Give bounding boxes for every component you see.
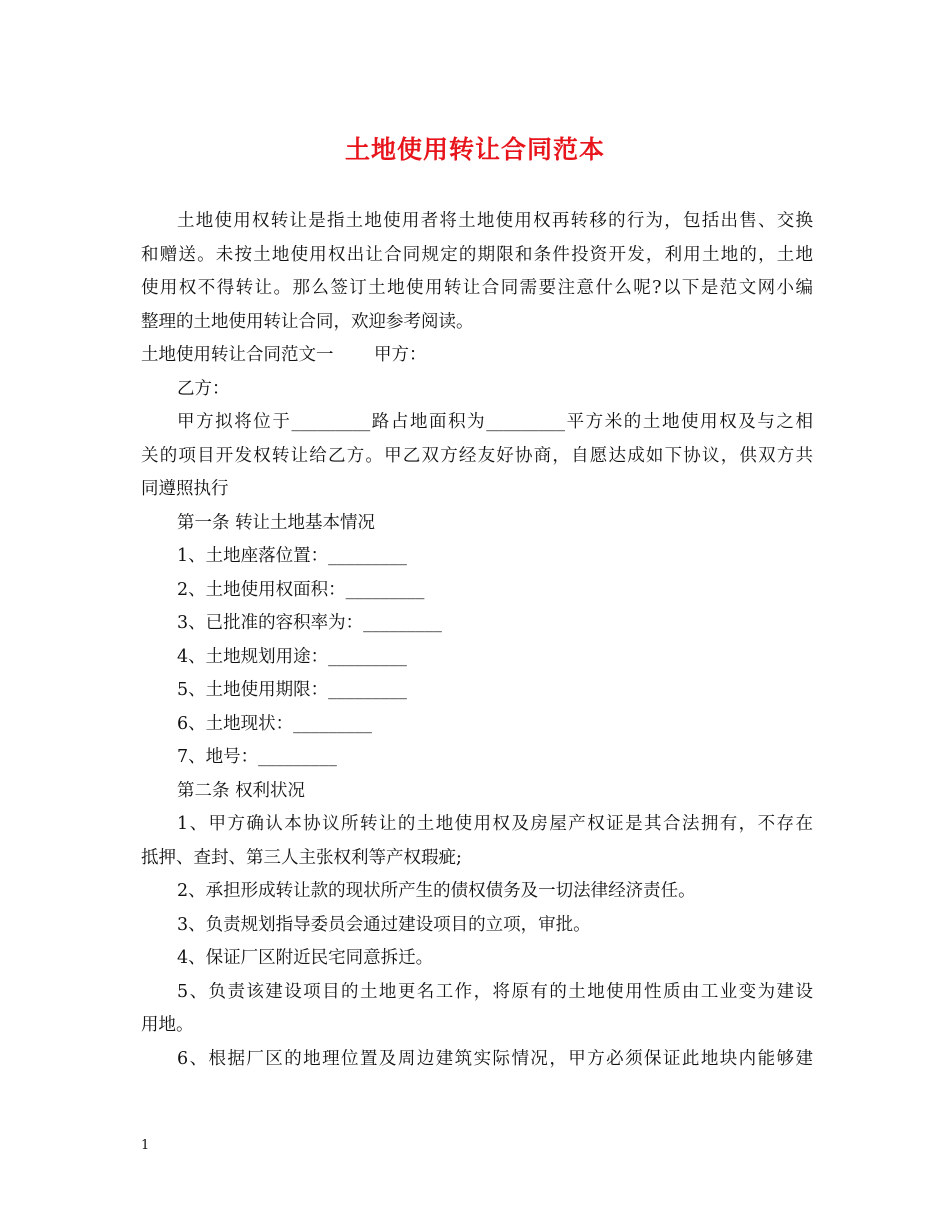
paragraph-line: 3、负责规划指导委员会通过建设项目的立项，审批。 — [177, 914, 591, 935]
paragraph-line: 1、甲方确认本协议所转让的土地使用权及房屋产权证是其合法拥有，不存在 — [177, 814, 813, 834]
paragraph-line: 5、负责该建设项目的土地更名工作，将原有的土地使用性质由工业变为建设 — [177, 981, 813, 1002]
paragraph-line: 整理的土地使用转让合同，欢迎参考阅读。 — [141, 311, 474, 332]
document-title: 土地使用转让合同范本 — [344, 135, 605, 164]
paragraph-line: 抵押、查封、第三人主张权利等产权瑕疵; — [141, 847, 462, 868]
paragraph-line: 和赠送。未按土地使用权出让合同规定的期限和条件投资开发，利用土地的，土地 — [141, 244, 813, 265]
paragraph-line: 6、土地现状：_________ — [177, 713, 372, 734]
paragraph-line: 第二条 权利状况 — [177, 780, 306, 801]
paragraph-line: 使用权不得转让。那么签订土地使用转让合同需要注意什么呢?以下是范文网小编 — [141, 278, 813, 298]
paragraph-line: 3、已批准的容积率为：_________ — [177, 613, 442, 633]
paragraph-line: 用地。 — [141, 1015, 194, 1035]
paragraph-line: 土地使用权转让是指土地使用者将土地使用权再转移的行为，包括出售、交换 — [177, 211, 813, 231]
paragraph-line: 土地使用转让合同范文一 甲方： — [141, 345, 427, 365]
paragraph-line: 同遵照执行 — [141, 479, 229, 499]
paragraph-line: 甲方拟将位于_________路占地面积为_________平方米的土地使用权及与之相 — [177, 412, 813, 432]
paragraph-line: 4、保证厂区附近民宅同意拆迁。 — [177, 948, 434, 968]
paragraph-line: 2、承担形成转让款的现状所产生的债权债务及一切法律经济责任。 — [177, 881, 696, 901]
paragraph-line: 4、土地规划用途：_________ — [177, 646, 407, 667]
paragraph-line: 乙方： — [177, 378, 230, 399]
paragraph-line: 6、根据厂区的地理位置及周边建筑实际情况，甲方必须保证此地块内能够建 — [177, 1048, 813, 1069]
paragraph-line: 5、土地使用期限：_________ — [177, 680, 407, 700]
document-body — [141, 205, 813, 1076]
paragraph-line: 第一条 转让土地基本情况 — [177, 512, 376, 533]
page-number: 1 — [141, 1138, 150, 1153]
paragraph-line: 2、土地使用权面积：_________ — [177, 579, 425, 600]
paragraph-line: 关的项目开发权转让给乙方。甲乙双方经友好协商，自愿达成如下协议，供双方共 — [141, 445, 813, 466]
paragraph-line: 7、地号：_________ — [177, 747, 337, 767]
paragraph-line: 1、土地座落位置：_________ — [177, 546, 407, 566]
